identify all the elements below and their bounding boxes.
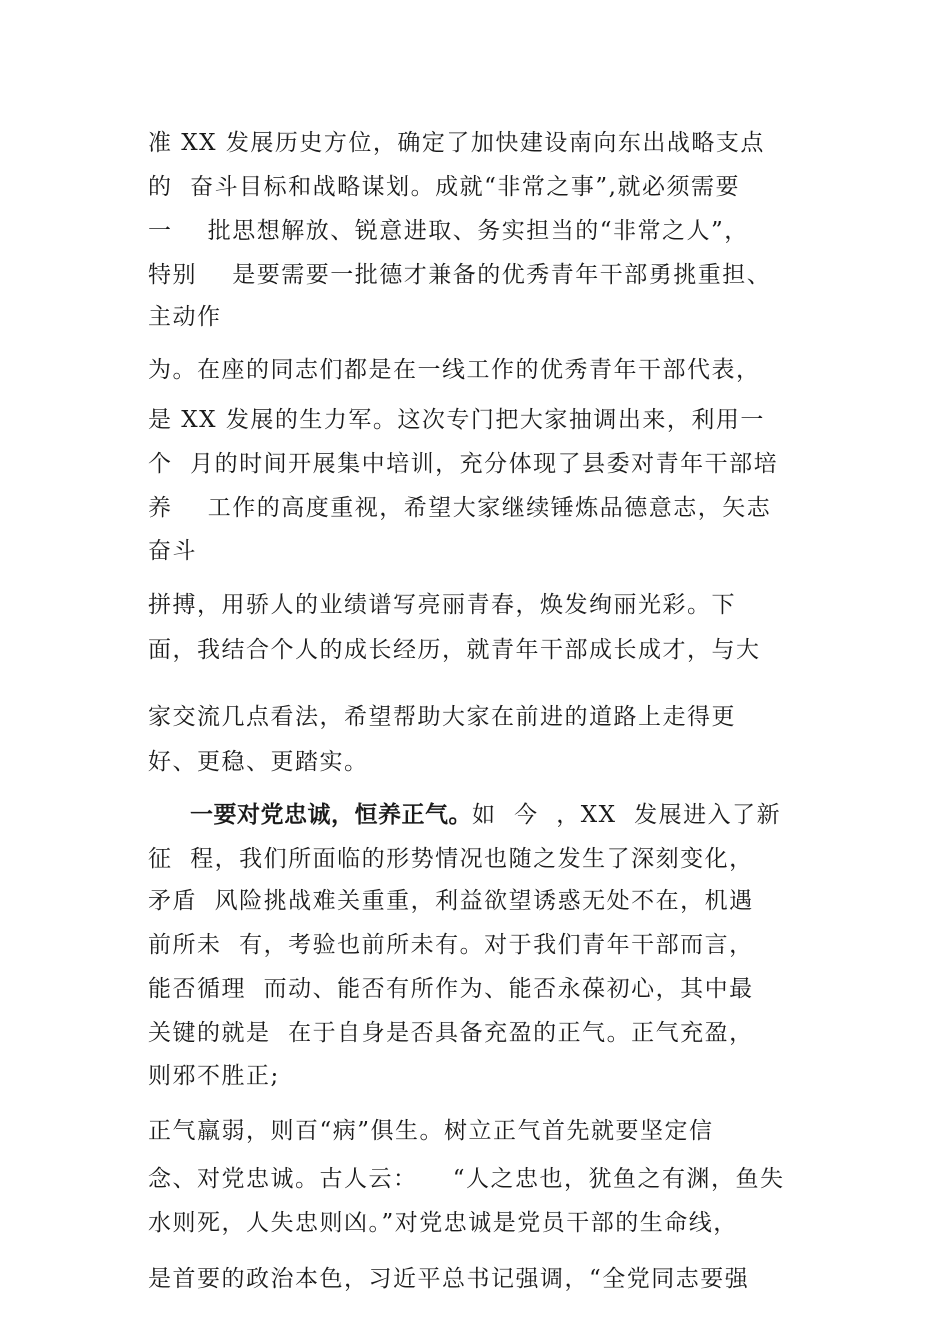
text-line: 水则死，人失忠则凶。”对党忠诚是党员干部的生命线， — [148, 1210, 738, 1236]
text-line: 面，我结合个人的成长经历，就青年干部成长成才，与大 — [148, 637, 761, 663]
text-line: 为。在座的同志们都是在一线工作的优秀青年干部代表， — [148, 357, 761, 383]
text-line: 念、对党忠诚。古人云： “人之忠也，犹鱼之有渊，鱼失 — [148, 1166, 785, 1192]
section-heading: 一要对党忠诚，恒养正气。 — [190, 802, 472, 828]
text-line: 好、更稳、更踏实。 — [148, 749, 369, 775]
text-line: 能否循理 而动、能否有所作为、能否永葆初心，其中最 — [148, 976, 754, 1002]
paragraph-heading-line — [190, 800, 830, 830]
text-line: 矛盾 风险挑战难关重重，利益欲望诱惑无处不在，机遇 — [148, 888, 754, 914]
text-line: 则邪不胜正; — [148, 1063, 280, 1089]
text-line: 是首要的政治本色，习近平总书记强调，“全党同志要强 — [148, 1266, 750, 1292]
text-line: 拼搏，用骄人的业绩谱写亮丽青春，焕发绚丽光彩。下 — [148, 592, 736, 618]
text-line: 特别 是要需要一批德才兼备的优秀青年干部勇挑重担、 — [148, 262, 772, 288]
text-line: 一 批思想解放、锐意进取、务实担当的“非常之人”， — [148, 218, 749, 244]
text-line: 前所未 有，考验也前所未有。对于我们青年干部而言， — [148, 932, 754, 958]
text-line: 正气羸弱，则百“病”俱生。树立正气首先就要坚定信 — [148, 1118, 714, 1144]
text-line: 个 月的时间开展集中培训，充分体现了县委对青年干部培 — [148, 451, 779, 477]
text-line: 家交流几点看法，希望帮助大家在前进的道路上走得更 — [148, 704, 736, 730]
text-line: 奋斗 — [148, 538, 197, 564]
text-line: 是 XX 发展的生力军。这次专门把大家抽调出来，利用一 — [148, 407, 765, 433]
text-line: 主动作 — [148, 304, 222, 330]
text-line: 关键的就是 在于自身是否具备充盈的正气。正气充盈， — [148, 1020, 754, 1046]
text-line: 准 XX 发展历史方位，确定了加快建设南向东出战略支点 — [148, 130, 765, 156]
text-line: 养 工作的高度重视，希望大家继续锤炼品德意志，矢志 — [148, 495, 772, 521]
text-line: 征 程，我们所面临的形势情况也随之发生了深刻变化， — [148, 846, 754, 872]
text-line: 的 奋斗目标和战略谋划。成就“非常之事”,就必须需要 — [148, 174, 740, 200]
text-line: 如 今 ，XX 发展进入了新 — [472, 802, 782, 828]
